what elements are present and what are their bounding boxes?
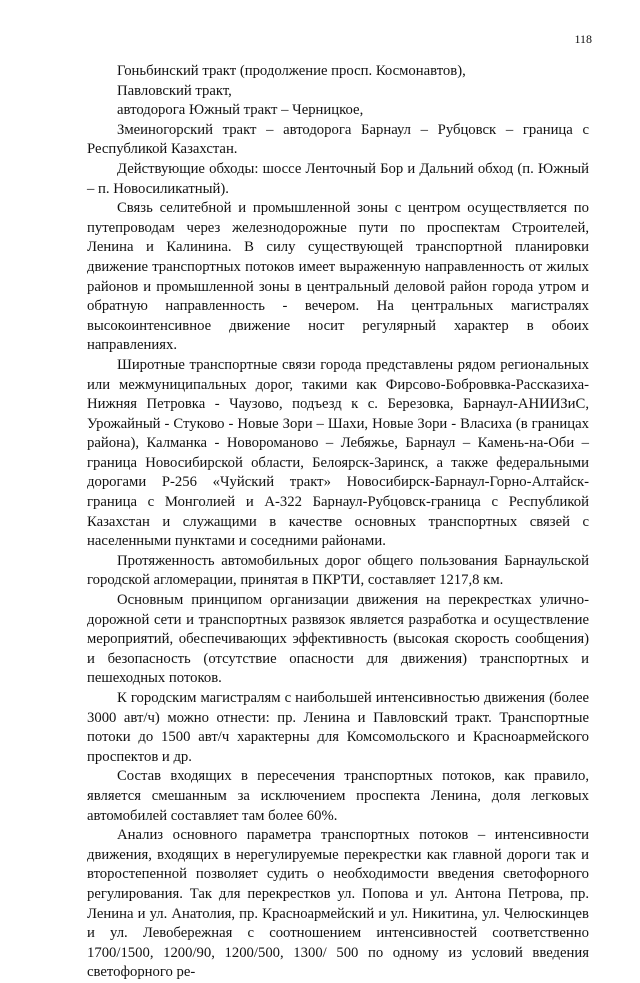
paragraph-traffic-principle: Основным принципом организации движения на перекрестках улично-дорожной сети и транспортных развязок является разработка и осуществление мероприятий, обеспечивающих эффективность (высокая скорость сообщения) и безопасность (отсутствие опасности для движения) транспортных и пешеходных потоков. — [87, 592, 589, 687]
paragraph-zone-connections: Связь селитебной и промышленной зоны с центром осуществляется по путепроводам через железнодорожные пути по проспектам Строителей, Ленина и Калинина. В силу существующей транспортной планировки движение транспортных потоков имеет выраженную направленность от жилых районов и промышленной зоны в центральный деловой район города утром и обратную направленность - вечером. На центральных магистралях высокоинтенсивное движение носит регулярный характер в обоих направлениях. — [87, 200, 589, 354]
paragraph-flow-composition: Состав входящих в пересечения транспортных потоков, как правило, является смешанным за исключением проспекта Ленина, доля легковых автомобилей составляет там более 60%. — [87, 768, 589, 824]
paragraph-pavlovsky-tract: Павловский тракт, — [117, 82, 232, 99]
paragraph-gonbinsky-tract: Гоньбинский тракт (продолжение просп. Космонавтов), — [117, 63, 466, 79]
page-number: 118 — [574, 32, 592, 46]
paragraph-highway-intensity: К городским магистралям с наибольшей интенсивностью движения (более 3000 авт/ч) можно отнести: пр. Ленина и Павловский тракт. Транспортные потоки до 1500 авт/ч характерны для Комсомольского и Красноармейского проспектов и др. — [87, 690, 589, 765]
paragraph-yuzhny-tract: автодорога Южный тракт – Черницкое, — [117, 102, 364, 119]
paragraph-intensity-analysis: Анализ основного параметра транспортных потоков – интенсивности движения, входящих в нерегулируемые перекрестки как главной дороги так и второстепенной позволяет судить о необходимости введения светофорного регулирования. Так для перекрестков ул. Попова и ул. Антона Петрова, пр. Ленина и ул. Анатолия, пр. Красноармейский и ул. Никитина, ул. Челюскинцев и ул. Левобережная с соотношением интенсивностей соответственно 1700/1500, 1200/90, 1200/500, 1300/ 500 по одному из условий введения светофорного ре- — [87, 827, 589, 981]
paragraph-zmeinogorsky-tract: Змеиногорский тракт – автодорога Барнаул – Рубцовск – граница с Республикой Казахстан. — [87, 121, 589, 158]
body-text — [87, 62, 589, 983]
paragraph-bypasses: Действующие обходы: шоссе Ленточный Бор и Дальний обход (п. Южный – п. Новосиликатный). — [87, 160, 589, 197]
paragraph-latitudinal-links: Широтные транспортные связи города представлены рядом региональных или межмуниципальных дорог, такими как Фирсово-Боброввка-Рассказиха-Нижняя Петровка - Чаузово, подъезд к с. Березовка, Барнаул-АНИИЗиС, Урожайный - Стуково - Новые Зори – Шахи, Новые Зори - Власиха (в границах района), Калманка - Новороманово – Лебяжье, Барнаул – Камень-на-Оби – граница Новосибирской области, Белоярск-Заринск, а также федеральными дорогами Р-256 «Чуйский тракт» Новосибирск-Барнаул-Горно-Алтайск-граница с Монголией и А-322 Барнаул-Рубцовск-граница с Республикой Казахстан и служащими в качестве основных транспортных связей с населенными пунктами и соседними районами. — [87, 356, 589, 550]
paragraph-road-length: Протяженность автомобильных дорог общего пользования Барнаульской городской агломерации, принятая в ПКРТИ, составляет 1217,8 км. — [87, 552, 589, 589]
